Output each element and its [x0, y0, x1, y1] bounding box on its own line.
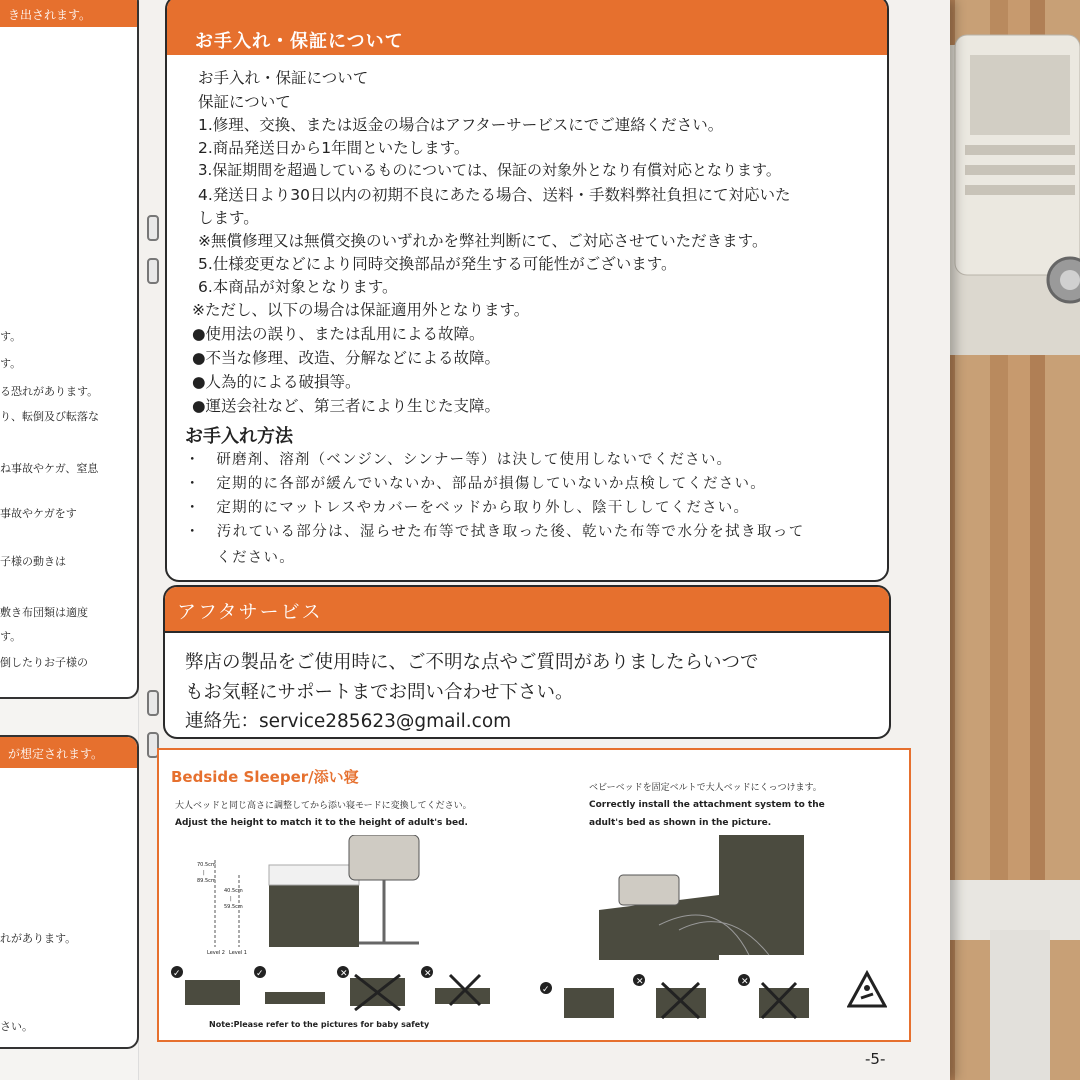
svg-text:✓: ✓ — [173, 969, 181, 979]
left-text-line: 子様の動きは — [0, 555, 66, 568]
left-text-line: る恐れがあります。 — [0, 385, 99, 398]
adult-bed-diagram — [599, 835, 809, 965]
contact-email: 連絡先：service285623@gmail.com — [185, 711, 512, 732]
left-text-line: す。 — [0, 330, 22, 343]
svg-text:✓: ✓ — [542, 985, 550, 995]
svg-text:✕: ✕ — [636, 977, 644, 987]
step-icons-right — [534, 968, 844, 1028]
page-number: -5- — [865, 1050, 886, 1068]
warranty-line: します。 — [198, 209, 259, 227]
care-method-line: ・ 汚れている部分は、湿らせた布等で拭き取った後、乾いた布等で水分を拭き取って — [185, 524, 805, 540]
care-method-line: ・ 研磨剤、溶剤（ベンジン、シンナー等）は決して使用しないでください。 — [185, 452, 733, 468]
bedside-sleeper-panel — [157, 748, 911, 1042]
staple — [147, 690, 159, 716]
left-text-line: さい。 — [0, 1020, 33, 1033]
warranty-line: 保証について — [198, 93, 291, 111]
after-service-line: 弊店の製品をご使用時に、ご不明な点やご質問がありましたらいつで — [185, 652, 759, 673]
left-page-header-2: が想定されます。 — [0, 737, 137, 768]
left-text-line: 事故やケガをす — [0, 507, 77, 520]
left-page-card — [0, 0, 139, 699]
after-service-header — [165, 587, 889, 633]
svg-text:✕: ✕ — [424, 969, 432, 979]
plastic-leg — [930, 860, 1080, 1080]
svg-text:✕: ✕ — [741, 977, 749, 987]
warranty-line: お手入れ・保証について — [198, 69, 369, 87]
bedside-left-jp: 大人ベッドと同じ高さに調整してから添い寝モードに変換してください。 — [175, 801, 472, 811]
left-text-line: 敷き布団類は適度 — [0, 606, 88, 619]
after-service-line: もお気軽にサポートまでお問い合わせ下さい。 — [185, 682, 574, 703]
svg-text:✕: ✕ — [340, 969, 348, 979]
dim-label: 89.5cm — [197, 878, 216, 884]
warranty-line: 5.仕様変更などにより同時交換部品が発生する可能性がございます。 — [198, 255, 677, 273]
left-text-line: れがあります。 — [0, 932, 77, 945]
bedside-note: Note:Please refer to the pictures for baby safety — [209, 1020, 430, 1029]
dim-label: | — [230, 896, 232, 902]
dim-label: Level 2 — [207, 950, 225, 956]
after-service-title: アフタサービス — [177, 601, 323, 623]
left-page-header: き出されます。 — [0, 0, 137, 27]
care-method-line: ・ 定期的に各部が緩んでいないか、部品が損傷していないか点検してください。 — [185, 476, 766, 492]
staple — [147, 215, 159, 241]
bedside-left-en: Adjust the height to match it to the height of adult's bed. — [175, 818, 468, 828]
warranty-line: 4.発送日より30日以内の初期不良にあたる場合、送料・手数料弊社負担にて対応いた — [198, 186, 791, 204]
left-page — [0, 0, 139, 1080]
left-text-line: 倒したりお子様の — [0, 656, 88, 669]
svg-text:✓: ✓ — [256, 969, 264, 979]
left-page-card-2 — [0, 735, 139, 1049]
bedside-right-jp: ベビーベッドを固定ベルトで大人ベッドにくっつけます。 — [589, 783, 822, 793]
warranty-line: 1.修理、交換、または返金の場合はアフターサービスにでご連絡ください。 — [198, 116, 724, 134]
warning-triangle-icon — [847, 970, 887, 1010]
dim-label: 40.5cm — [224, 888, 243, 894]
care-warranty-header — [167, 0, 887, 55]
care-method-title: お手入れ方法 — [185, 426, 293, 447]
warranty-line: 3.保証期間を超過しているものについては、保証の対象外となり有償対応となります。 — [198, 161, 781, 179]
warranty-line: 2.商品発送日から1年間といたします。 — [198, 139, 470, 157]
dim-label: Level 1 — [229, 950, 247, 956]
warranty-line: ●使用法の誤り、または乱用による故障。 — [192, 325, 485, 343]
warranty-line: 6.本商品が対象となります。 — [198, 278, 398, 296]
bedside-title: Bedside Sleeper/添い寝 — [171, 768, 359, 786]
dim-label: 59.5cm — [224, 904, 243, 910]
staple — [147, 258, 159, 284]
warranty-line: ●不当な修理、改造、分解などによる故障。 — [192, 349, 501, 367]
warranty-line: ●運送会社など、第三者により生じた支障。 — [192, 397, 501, 415]
bedside-right-en-2: adult's bed as shown in the picture. — [589, 818, 772, 828]
step-icons-left — [165, 960, 495, 1020]
left-text-line: す。 — [0, 357, 22, 370]
warranty-line: ※無償修理又は無償交換のいずれかを弊社判断にて、ご対応させていただきます。 — [198, 232, 768, 250]
left-text-line: す。 — [0, 630, 22, 643]
dim-label: 70.5cm — [197, 862, 216, 868]
dim-label: | — [203, 870, 205, 876]
left-text-line: ね事故やケガ、窒息 — [0, 462, 99, 475]
height-diagram — [209, 835, 429, 955]
care-method-line: ください。 — [185, 550, 295, 566]
warranty-line: ※ただし、以下の場合は保証適用外となります。 — [192, 301, 530, 319]
care-warranty-title: お手入れ・保証について — [195, 31, 404, 52]
left-text-line: り、転倒及び転落な — [0, 410, 99, 423]
care-method-line: ・ 定期的にマットレスやカバーをベッドから取り外し、陰干ししてください。 — [185, 500, 750, 516]
bedside-right-en-1: Correctly install the attachment system to the — [589, 800, 825, 810]
warranty-line: ●人為的による破損等。 — [192, 373, 361, 391]
